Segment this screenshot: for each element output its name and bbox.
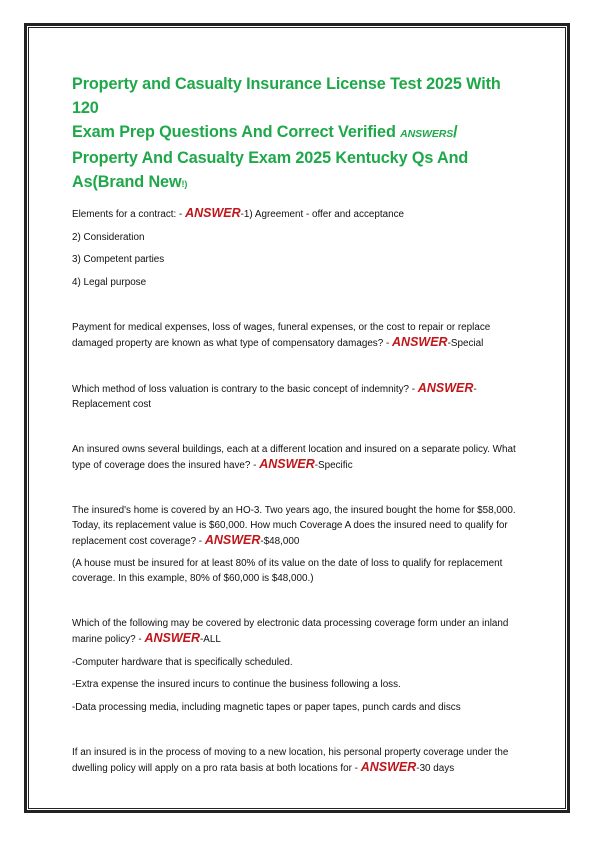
list-item: 4) Legal purpose [72,276,147,288]
list-item: -Extra expense the insured incurs to continue the business following a loss. [72,679,401,690]
question-moving-coverage: If an insured is in the process of moving to a new location, his personal property coverage under the dwelling policy will apply on a pro rata basis at both locations for - ANSWER-30 days [72,746,509,774]
answer-label: ANSWER [144,631,201,645]
list-item: -Computer hardware that is specifically scheduled. [72,656,293,668]
question-contract-elements: Elements for a contract: - ANSWER-1) Agreement - offer and acceptance [72,206,405,220]
list-item: 2) Consideration [72,231,145,243]
answer-label: ANSWER [259,456,315,471]
document-title: Property and Casualty Insurance License Test 2025 With 120 Exam Prep Questions And Correct Verified ANSWERS/ Property And Casualty Exam 2025 Kentucky Qs And As(Brand New!) [72,75,501,191]
answer-label: ANSWER [185,206,241,220]
answer-label: ANSWER [360,759,417,774]
question-compensatory-damages: Payment for medical expenses, loss of wages, funeral expenses, or the cost to repair or replace damaged property are known as what type of compensatory damages? - ANSWER-Special [72,321,491,349]
explanation-note: (A house must be insured for at least 80% of its value on the date of loss to qualify for replacement coverage. In this example, 80% of $60,000 is $48,000.) [72,558,503,584]
question-edp-coverage: Which of the following may be covered by electronic data processing coverage form under an inland marine policy? - ANSWER-ALL [72,618,509,645]
question-coverage-a: The insured's home is covered by an HO-3. Two years ago, the insured bought the home for $58,000. Today, its replacement value is $60,000. How much Coverage A does the insured need to qualify for replacement cost coverage? - ANSWER-$48,000 [72,504,516,547]
answer-label: ANSWER [392,334,448,349]
list-item: 3) Competent parties [72,254,165,265]
document-body [72,72,524,776]
question-loss-valuation: Which method of loss valuation is contrary to the basic concept of indemnity? - ANSWER- Replacement cost [72,380,477,410]
question-coverage-type: An insured owns several buildings, each at a different location and insured on a separate policy. What type of coverage does the insured have? - ANSWER-Specific [72,443,516,471]
list-item: -Data processing media, including magnetic tapes or paper tapes, punch cards and discs [72,701,461,713]
answer-label: ANSWER [204,532,261,547]
answer-label: ANSWER [417,380,474,395]
